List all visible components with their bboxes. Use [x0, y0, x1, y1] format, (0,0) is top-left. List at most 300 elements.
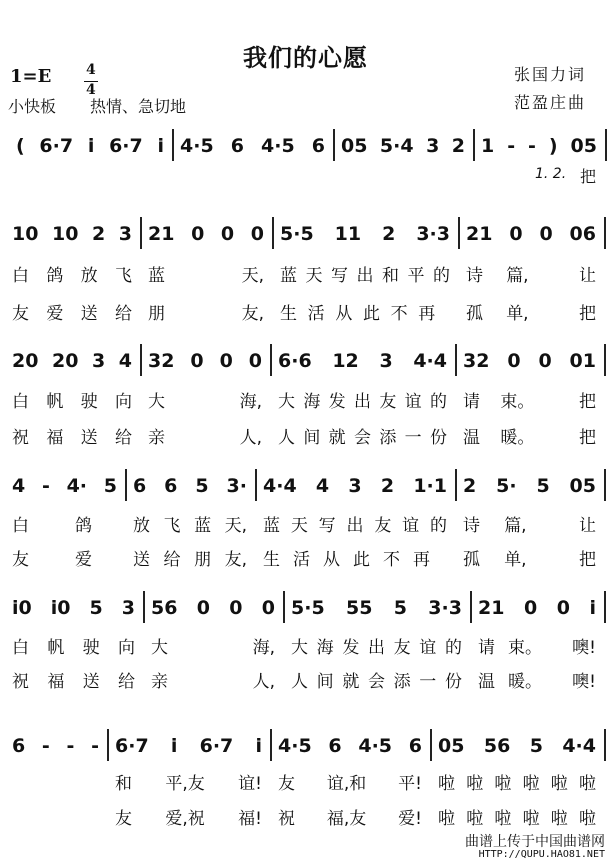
lyric-syllable: 鸽 [75, 515, 92, 536]
lyric-measure [4, 262, 140, 284]
lyric-line [0, 512, 611, 534]
lyric-syllable: 间 [303, 427, 321, 448]
lyric-syllable: 孤 [466, 303, 483, 324]
note: i [157, 135, 164, 157]
lyric-syllable: 送 [133, 549, 150, 570]
staff-line [0, 348, 611, 374]
measure [333, 133, 473, 159]
lyric-syllable: 蓝 [263, 515, 280, 536]
staff-line [0, 473, 611, 499]
measure [4, 473, 125, 499]
lyric-syllable: 啦 [438, 773, 455, 794]
lyric-syllable: 把 [578, 549, 596, 570]
measure [125, 473, 255, 499]
lyric-syllable: 海 [303, 391, 321, 412]
lyric-syllable: 天, [224, 515, 247, 536]
lyric-syllable: 啦 [578, 773, 596, 794]
note: 10 [51, 223, 79, 245]
measure [455, 473, 604, 499]
note: 56 [483, 735, 511, 757]
lyric-syllable: 孤 [463, 549, 480, 570]
lyric-syllable: 啦 [494, 808, 512, 829]
lyric-measure [430, 805, 604, 827]
lyric-line [0, 634, 611, 656]
lyric-syllable: 海, [239, 391, 262, 412]
lyric-syllable: 帆 [46, 391, 64, 412]
barline [605, 129, 607, 161]
lyric-measure [430, 770, 604, 792]
lyric-line [0, 805, 611, 827]
lyric-syllable: 友, [224, 549, 247, 570]
lyric-syllable: 篇, [506, 265, 529, 286]
note: 5·4 [379, 135, 414, 157]
lyric-measure [470, 668, 604, 690]
volta-label: 1. 2. [535, 166, 567, 182]
lyric-syllable: 福! [238, 808, 262, 829]
time-signature-bottom: 4 [86, 82, 96, 98]
song-title: 我们的心愿 [243, 44, 368, 72]
expression-marking: 热情、急切地 [90, 97, 187, 116]
lyric-syllable: 谊 [402, 515, 420, 536]
lyric-syllable: 放 [80, 265, 98, 286]
note: 2 [463, 475, 477, 497]
lyric-syllable: 友 [393, 637, 411, 658]
lyric-syllable: 祝 [12, 671, 29, 692]
lyric-measure [458, 262, 604, 284]
note: i [255, 735, 262, 757]
lyric-measure [143, 668, 283, 690]
lyric-syllable: 送 [82, 671, 100, 692]
lyric-syllable: 份 [444, 671, 462, 692]
lyric-syllable: 人, [252, 671, 275, 692]
measure [4, 595, 143, 621]
measure [143, 595, 283, 621]
measure [4, 348, 140, 374]
lyric-measure [125, 546, 255, 568]
note: 4·5 [180, 135, 214, 157]
lyric-syllable: 向 [114, 391, 132, 412]
lyric-syllable: 福,友 [326, 808, 367, 829]
lyric-syllable: 出 [367, 637, 385, 658]
note: 4·5 [358, 735, 393, 757]
note: 20 [51, 350, 79, 372]
measure [255, 473, 455, 499]
lyric-measure [107, 805, 270, 827]
lyric-syllable: 单, [506, 303, 529, 324]
lyricist-credit: 张国力词 [514, 65, 587, 84]
lyric-syllable: 的 [444, 637, 462, 658]
lyric-measure [4, 424, 140, 446]
note: i [170, 735, 178, 757]
volta-lyric: 把 [580, 167, 597, 186]
lyric-syllable: 就 [328, 427, 346, 448]
lyric-syllable: 出 [346, 515, 364, 536]
measure [172, 133, 333, 159]
barline [604, 217, 606, 249]
lyric-syllable: 友 [374, 515, 392, 536]
note: 06 [569, 223, 596, 245]
lyric-syllable: 蓝 [280, 265, 297, 286]
lyric-syllable: 啦 [494, 773, 512, 794]
note: 5 [103, 475, 117, 497]
lyric-syllable: 诗 [466, 265, 483, 286]
note: 2 [91, 223, 106, 245]
lyric-measure [270, 388, 455, 410]
lyric-syllable: 祝 [12, 427, 29, 448]
note: 3 [348, 475, 362, 497]
note: 3 [91, 350, 106, 372]
lyric-syllable: 生 [263, 549, 280, 570]
lyric-syllable: 给 [117, 671, 135, 692]
note: 4 [315, 475, 330, 497]
lyric-syllable: 帆 [47, 637, 65, 658]
lyric-measure [270, 805, 430, 827]
note: 4· [66, 475, 88, 497]
lyric-line [0, 300, 611, 322]
note: 0 [507, 350, 521, 372]
lyric-syllable: 会 [353, 427, 371, 448]
lyric-syllable: 白 [12, 515, 29, 536]
lyric-syllable: 一 [419, 671, 437, 692]
lyric-syllable: 发 [342, 637, 360, 658]
note: - [91, 735, 99, 757]
lyric-syllable: 友 [278, 773, 295, 794]
note: 6 [408, 735, 422, 757]
measure [430, 733, 604, 759]
note: 0 [538, 350, 552, 372]
note: ) [548, 135, 558, 157]
lyric-measure [107, 770, 270, 792]
composer-credit: 范盈庄曲 [514, 93, 587, 112]
note: - [528, 135, 536, 157]
lyric-syllable: 向 [117, 637, 135, 658]
lyric-line [0, 770, 611, 792]
staff-line [0, 221, 611, 247]
note: 0 [248, 350, 262, 372]
lyric-syllable: 把 [578, 303, 596, 324]
lyric-syllable: 请 [463, 391, 480, 412]
lyric-syllable: 送 [80, 427, 98, 448]
lyric-syllable: 亲 [148, 427, 165, 448]
note: 3 [379, 350, 393, 372]
lyric-syllable: 啦 [578, 808, 596, 829]
lyric-syllable: 海, [252, 637, 275, 658]
lyric-syllable: 给 [114, 427, 132, 448]
tempo-marking: 小快板 [8, 97, 57, 116]
lyric-syllable: 啦 [550, 773, 568, 794]
lyric-measure [255, 546, 455, 568]
note: 01 [569, 350, 596, 372]
note: - [41, 735, 50, 757]
lyric-syllable: 白 [12, 265, 29, 286]
lyric-measure [140, 388, 270, 410]
staff-line [0, 595, 611, 621]
note: 0 [220, 223, 235, 245]
note: 56 [151, 597, 178, 619]
note: 05 [341, 135, 368, 157]
lyric-syllable: 天 [290, 515, 308, 536]
measure [4, 733, 107, 759]
lyric-line [0, 424, 611, 446]
lyric-syllable: 海 [316, 637, 334, 658]
lyric-syllable: 从 [335, 303, 353, 324]
lyric-syllable: 再 [418, 303, 436, 324]
lyric-syllable: 添 [379, 427, 397, 448]
note: 1·1 [413, 475, 447, 497]
lyric-syllable: 白 [12, 637, 29, 658]
lyric-syllable: 不 [390, 303, 408, 324]
lyric-measure [270, 424, 455, 446]
lyric-syllable: 平 [407, 265, 425, 286]
key-signature: 1=E [10, 66, 52, 87]
lyric-syllable: 爱 [46, 303, 64, 324]
barline [604, 729, 606, 761]
lyric-syllable: 鸽 [46, 265, 64, 286]
lyric-line [0, 388, 611, 410]
note: 4·5 [278, 735, 312, 757]
lyric-syllable: 谊 [404, 391, 422, 412]
lyric-syllable: 份 [429, 427, 447, 448]
note: i0 [12, 597, 32, 619]
note: 5 [393, 597, 407, 619]
lyric-syllable: 大 [278, 391, 295, 412]
lyric-syllable: 天, [241, 265, 264, 286]
note: 21 [466, 223, 493, 245]
note: 0 [219, 350, 233, 372]
lyric-syllable: 飞 [114, 265, 132, 286]
lyric-syllable: 白 [12, 391, 29, 412]
lyric-syllable: 不 [383, 549, 400, 570]
note: 4·4 [263, 475, 297, 497]
measure [8, 133, 172, 159]
lyric-syllable: 给 [114, 303, 132, 324]
lyric-measure [283, 668, 470, 690]
lyric-syllable: 活 [293, 549, 310, 570]
lyric-syllable: 噢! [572, 671, 596, 692]
lyric-syllable: 谊 [419, 637, 437, 658]
lyric-syllable: 添 [393, 671, 411, 692]
lyric-syllable: 此 [353, 549, 370, 570]
lyric-syllable: 啦 [466, 808, 484, 829]
lyric-syllable: 大 [151, 637, 168, 658]
note: 3 [118, 223, 132, 245]
lyric-syllable: 啦 [438, 808, 455, 829]
note: 3·3 [428, 597, 462, 619]
lyric-syllable: 蓝 [194, 515, 212, 536]
lyric-measure [4, 512, 125, 534]
note: 6·7 [39, 135, 74, 157]
measure [473, 133, 605, 159]
lyric-syllable: 爱! [398, 808, 422, 829]
lyric-line [0, 262, 611, 284]
lyric-syllable: 爱,祝 [165, 808, 205, 829]
lyric-syllable: 友 [12, 303, 29, 324]
lyric-syllable: 友 [379, 391, 397, 412]
measure [283, 595, 470, 621]
lyric-syllable: 人, [239, 427, 262, 448]
lyric-syllable: 间 [316, 671, 334, 692]
lyric-syllable: 的 [429, 391, 447, 412]
lyric-measure [4, 300, 140, 322]
note: 05 [569, 475, 596, 497]
note: 0 [191, 223, 205, 245]
note: 3· [226, 475, 247, 497]
lyric-syllable: 朋 [148, 303, 165, 324]
lyric-syllable: 束。 [500, 391, 535, 412]
lyric-measure [4, 668, 143, 690]
note: 20 [12, 350, 39, 372]
note: i [87, 135, 95, 157]
lyric-syllable: 飞 [163, 515, 181, 536]
note: 1 [481, 135, 495, 157]
note: 5· [496, 475, 517, 497]
lyric-syllable: 从 [323, 549, 340, 570]
note: 5·5 [291, 597, 325, 619]
measure [107, 733, 270, 759]
note: 4·5 [261, 135, 295, 157]
lyric-line [0, 546, 611, 568]
measure [140, 221, 272, 247]
note: 4 [118, 350, 132, 372]
lyric-syllable: 的 [433, 265, 450, 286]
lyric-measure [470, 634, 604, 656]
lyric-syllable: 驶 [80, 391, 98, 412]
lyric-syllable: 的 [429, 515, 447, 536]
lyric-syllable: 噢! [572, 637, 596, 658]
lyric-syllable: 把 [578, 427, 596, 448]
lyric-measure [455, 388, 604, 410]
measure [270, 733, 430, 759]
note: 0 [229, 597, 243, 619]
note: 0 [523, 597, 538, 619]
lyric-syllable: 友 [115, 808, 132, 829]
lyric-syllable: 一 [404, 427, 422, 448]
note: 05 [570, 135, 597, 157]
note: - [507, 135, 516, 157]
note: 5 [195, 475, 209, 497]
note: 0 [509, 223, 523, 245]
lyric-measure [143, 634, 283, 656]
note: 21 [478, 597, 505, 619]
barline [604, 344, 606, 376]
note: i [589, 597, 596, 619]
note: 4·4 [562, 735, 596, 757]
lyric-syllable: 天 [305, 265, 323, 286]
lyric-syllable: 送 [80, 303, 98, 324]
staff-line [0, 733, 611, 759]
lyric-measure [140, 262, 272, 284]
lyric-syllable: 就 [342, 671, 360, 692]
lyric-syllable: 友, [241, 303, 264, 324]
note: 4 [12, 475, 26, 497]
note: 5 [536, 475, 550, 497]
lyric-syllable: 爱 [75, 549, 92, 570]
note: 6·7 [199, 735, 234, 757]
note: 2 [380, 475, 395, 497]
measure [270, 348, 455, 374]
lyric-measure [4, 546, 125, 568]
note: 0 [539, 223, 553, 245]
lyric-syllable: 给 [163, 549, 181, 570]
note: 21 [148, 223, 175, 245]
lyric-syllable: 再 [413, 549, 430, 570]
lyric-syllable: 让 [578, 515, 596, 536]
lyric-measure [455, 424, 604, 446]
lyric-syllable: 写 [318, 515, 336, 536]
lyric-syllable: 大 [148, 391, 165, 412]
lyric-syllable: 平! [398, 773, 422, 794]
note: 5·5 [280, 223, 314, 245]
lyric-syllable: 亲 [151, 671, 168, 692]
note: 4·4 [413, 350, 447, 372]
lyric-syllable: 出 [356, 265, 374, 286]
note: 6·6 [278, 350, 312, 372]
note: 6 [328, 735, 342, 757]
note: 6 [311, 135, 325, 157]
lyric-measure [140, 300, 272, 322]
note: 10 [12, 223, 39, 245]
lyric-syllable: 祝 [278, 808, 295, 829]
note: 2 [382, 223, 396, 245]
note: 12 [332, 350, 359, 372]
note: 3·3 [416, 223, 450, 245]
lyric-syllable: 福 [46, 427, 64, 448]
lyric-measure [455, 512, 604, 534]
note: 6·7 [115, 735, 149, 757]
barline [604, 591, 606, 623]
lyric-syllable: 人 [291, 671, 308, 692]
lyric-syllable: 啦 [466, 773, 484, 794]
lyric-syllable: 谊! [238, 773, 262, 794]
note: - [66, 735, 75, 757]
measure [470, 595, 604, 621]
note: 5 [89, 597, 103, 619]
lyric-syllable: 放 [133, 515, 150, 536]
lyric-syllable: 福 [47, 671, 65, 692]
note: 0 [250, 223, 264, 245]
note: 3 [121, 597, 135, 619]
lyric-syllable: 谊,和 [326, 773, 367, 794]
footer-source: 曲谱上传于中国曲谱网 [465, 834, 605, 850]
lyric-syllable: 啦 [522, 773, 540, 794]
staff-line [0, 133, 611, 159]
lyric-syllable: 发 [328, 391, 346, 412]
time-signature-top: 4 [86, 62, 96, 78]
lyric-measure [272, 262, 458, 284]
footer-url: HTTP://QUPU.HAO81.NET [478, 849, 605, 860]
lyric-syllable: 诗 [463, 515, 480, 536]
note: 6 [133, 475, 147, 497]
lyric-syllable: 单, [504, 549, 527, 570]
lyric-syllable: 束。 [508, 637, 543, 658]
lyric-measure [125, 512, 255, 534]
note: 6 [12, 735, 26, 757]
lyric-measure [140, 424, 270, 446]
note: 0 [556, 597, 570, 619]
barline [604, 469, 606, 501]
lyric-measure [4, 770, 107, 792]
note: - [41, 475, 50, 497]
lyric-syllable: 生 [280, 303, 297, 324]
note: 3 [426, 135, 440, 157]
lyric-syllable: 让 [578, 265, 596, 286]
lyric-syllable: 蓝 [148, 265, 165, 286]
note: 6 [230, 135, 244, 157]
lyric-measure [270, 770, 430, 792]
note: 2 [451, 135, 465, 157]
note: 6 [164, 475, 178, 497]
note: 6·7 [109, 135, 143, 157]
